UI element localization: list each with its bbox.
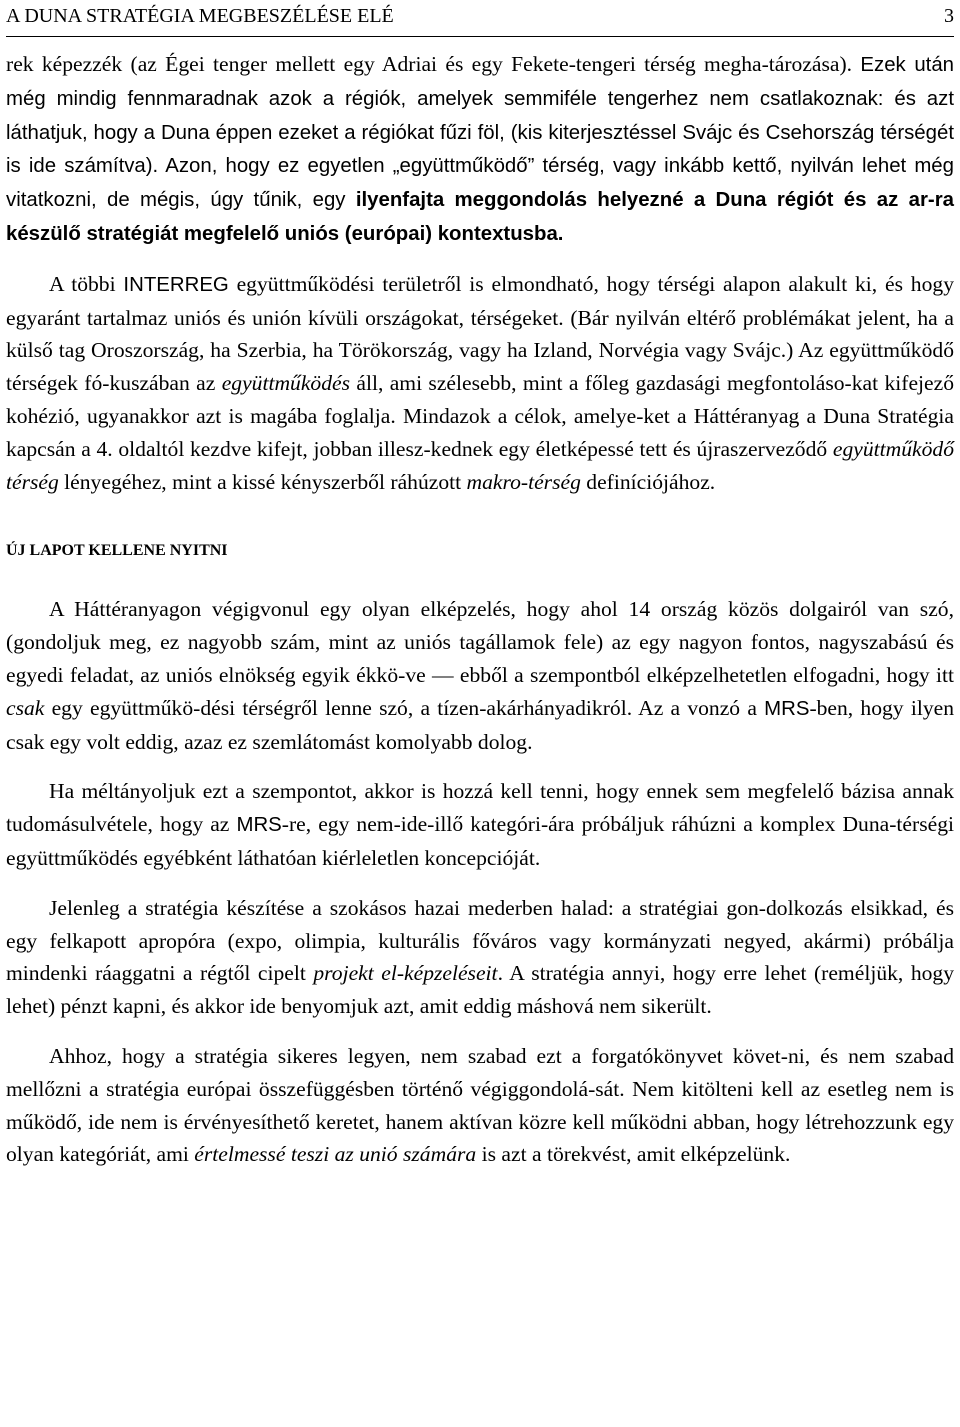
paragraph-1 (6, 48, 954, 251)
paragraph-2-italic-c: makro-térség (466, 469, 581, 494)
paragraph-2-text-a: A többi (49, 271, 124, 296)
paragraph-2 (6, 268, 954, 499)
header-rule (6, 36, 954, 37)
header-title: A DUNA STRATÉGIA MEGBESZÉLÉSE ELÉ (6, 5, 394, 27)
page-number: 3 (944, 5, 954, 27)
paragraph-2-text-c: áll, ami szélesebb, mint a főleg gazdasági megfontoláso-kat kifejező kohézió, ugyanakkor azt is magába foglalja. Mindazok a célok, amelye-ket a Háttéranyag a Duna Stratégia kapcsán a 4. oldaltól kezdve kifejt, jobban illesz-kednek egy életképessé tett és újraszerveződő (6, 371, 954, 461)
paragraph-4 (6, 775, 954, 874)
paragraph-3-italic: csak (6, 695, 45, 720)
paragraph-5-text-a: Jelenleg a stratégia készítése a szokásos hazai mederben halad: a stratégiai gon-dolkozás elsikkad, és egy felkapott apropóra (expo, olimpia, kulturális főváros vagy kormányzati negyed, akármi) próbálja mindenki ráaggatni a régtől cipelt (6, 895, 954, 986)
paragraph-6-text-b: is azt a törekvést, amit elképzelünk. (476, 1142, 791, 1167)
paragraph-4-acronym: MRS (236, 814, 282, 837)
paragraph-2-text-e: definíciójához. (580, 469, 716, 494)
paragraph-6-text-a: Ahhoz, hogy a stratégia sikeres legyen, nem szabad ezt a forgatókönyvet követ-ni, és nem szabad mellőzni a stratégia európai összefüggésben történő végiggondolá-sát. Nem kitölteni kell az esetleg nem is működő, ide nem is érvényesíthető keretet, hanem aktívan közre kell működni abban, hogy létrehozzunk egy olyan kategóriát, ami (6, 1043, 954, 1167)
paragraph-3-text-b: egy együttműkö-dési térségről lenne szó, a tízen-akárhányadikról. Az a vonzó a (44, 695, 765, 720)
section-heading: ÚJ LAPOT KELLENE NYITNI (6, 542, 228, 560)
paragraph-2-text-b: együttműködési területről is elmondható, hogy térségi alapon alakult ki, és hogy egyaránt tartalmaz uniós és unión kívüli országokat, térségeket. (Bár nyilván eltérő problémákat jelent, ha a külső tag Oroszország, ha Szerbia, ha Törökország, vagy ha Izland, Norvégia vagy Svájc.) Az együttműködő térségek fó-kuszában az (6, 271, 954, 396)
paragraph-5-italic: projekt el-képzeléseit (313, 961, 498, 986)
document-body (6, 48, 954, 1171)
paragraph-4-text-b: -re, egy nem-ide-illő kategóri-ára próbáljuk ráhúzni a komplex Duna-térségi együttműködés egyébként láthatóan kiérleletlen koncepcióját. (6, 812, 954, 870)
paragraph-2-italic-a: együttműködés (221, 371, 351, 396)
paragraph-2-italic-b: együttműködő térség (6, 436, 954, 494)
paragraph-6 (6, 1040, 954, 1171)
paragraph-3-acronym: MRS (764, 697, 810, 720)
paragraph-5-text-b: . A stratégia annyi, hogy erre lehet (reméljük, hogy lehet) pénzt kapni, és akkor ide benyomjuk azt, amit eddig máshová nem sikerült. (6, 961, 955, 1019)
paragraph-1-text-b: Ezek után még mindig fennmaradnak azok a régiók, amelyek semmiféle tengerhez nem csatlakoznak: és azt láthatjuk, hogy a Duna éppen ezeket a régiókat fűzi föl, (kis kiterjesztéssel Svájc és Csehország térségét is ide számítva). Azon, hogy ez egyetlen „együttműködő” térség, vagy inkább kettő, nyilván lehet még vitatkozni, de mégis, úgy tűnik, egy (6, 54, 954, 212)
paragraph-2-text-d: lényegéhez, mint a kissé kényszerből ráhúzott (58, 469, 467, 494)
paragraph-1-bold: ilyenfajta meggondolás helyezné a Duna régiót és az ar-ra készülő stratégiát megfelelő uniós (európai) kontextusba. (6, 189, 954, 245)
running-header (6, 2, 954, 32)
paragraph-3 (6, 593, 954, 758)
paragraph-3-text-a: A Háttéranyagon végigvonul egy olyan elképzelés, hogy ahol 14 ország közös dolgairól van szó, (gondoljuk meg, ez nagyobb szám, mint az uniós tagállamok fele) az egy nagyon fontos, nagyszabású és egyedi feladat, az uniós elnökség egyik ékkö-ve — ebből a szempontból elképzelhetetlen elfogadni, hogy itt (6, 597, 954, 687)
paragraph-1-text-a: rek képezzék (az Égei tenger mellett egy Adriai és egy Fekete-tengeri térség megha-tározása). (6, 52, 861, 76)
paragraph-5 (6, 892, 954, 1023)
paragraph-6-italic: értelmessé teszi az unió számára (194, 1142, 477, 1167)
paragraph-4-text-a: Ha méltányoljuk ezt a szempontot, akkor is hozzá kell tenni, hogy ennek sem megfelelő bázisa annak tudomásulvétele, hogy az (6, 779, 954, 837)
paragraph-3-text-c: -ben, hogy ilyen csak egy volt eddig, azaz ez szemlátomást komolyabb dolog. (6, 695, 954, 754)
paragraph-2-acronym: INTERREG (123, 273, 229, 296)
